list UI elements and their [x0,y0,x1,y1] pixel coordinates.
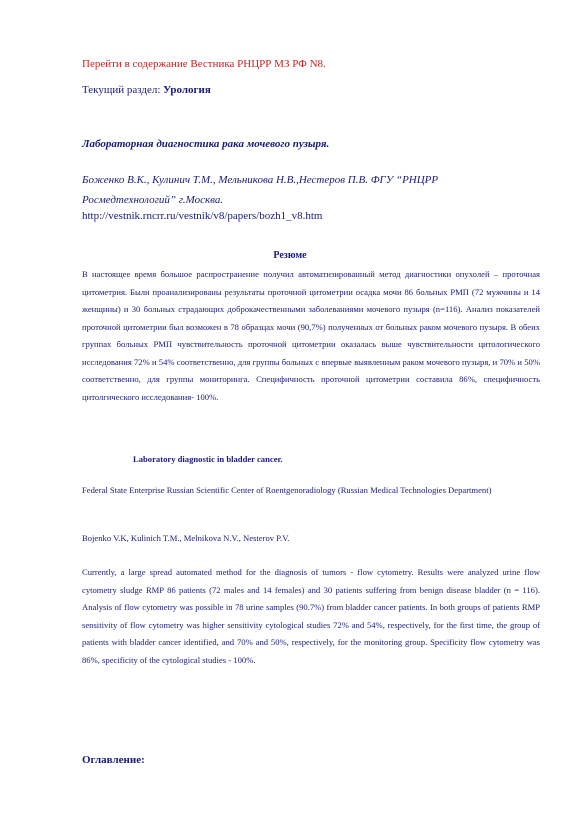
english-title: Laboratory diagnostic in bladder cancer. [133,454,283,464]
english-abstract: Currently, a large spread automated method for the diagnosis of tumors - flow cytometry. Results were analyzed urine flow cytometry sludge RMP 86 patients (72 males and 14 females) and 30 patients suffering from benign disease bladder (n = 116). Analysis of flow cytometry was possible in 78 urine samples (90.7%) from bladder cancer patients. In both groups of patients RMP sensitivity of flow cytometry was higher sensitivity cytological studies 72% and 54%, respectively, for the first time, the group of patients with bladder cancer identified, and 70% and 50%, respectively, for the monitoring group. Specificity flow cytometry was 86%, specificity of the cytological studies - 100%. [82,567,540,665]
article-url: http://vestnik.rncrr.ru/vestnik/v8/papers/bozh1_v8.htm [82,210,323,222]
resume-heading: Резюме [273,250,307,261]
current-section [82,84,211,96]
article-authors: Боженко В.К., Кулинич Т.М., Мельникова Н.В.,Нестеров П.В. ФГУ “РНЦРР Росмедтехнологий” г.Москва. [82,174,439,206]
english-authors: Bojenko V.K, Kulinich T.M., Melnikova N.V., Nesterov P.V. [82,533,290,543]
resume-text: В настоящее время большое распространение получил автоматизированный метод диагностики опухолей – проточная цитометрия. Были проанализированы результаты проточной цитометрии осадка мочи 86 больных РМП (72 мужчины и 14 женщины) и 30 больных страдающих доброкачественными заболеваниями мочевого пузыря (n=116). Анализ показателей проточной цитометрии был возможен в 78 образцах мочи (90,7%) полученных от больных раком мочевого пузыря. В обеих группах больных РМП чувствительность проточной цитометрии оказалась выше чувствительности цитологического исследования 72% и 54% соответственно, для группы больных с впервые выявленным раком мочевого пузыря, и 70% и 50% соответственно, для группы мониторинга. Специфичность проточной цитометрии составила 86%, специфичность цитолгического исследования- 100%. [82,269,540,402]
section-name: Урология [163,84,211,96]
section-prefix: Текущий раздел: [82,84,164,96]
english-organization: Federal State Enterprise Russian Scientific Center of Roentgenoradiology (Russian Medical Technologies Department) [82,485,492,495]
journal-contents-link[interactable]: Перейти в содержание Вестника РНЦРР МЗ РФ N8. [82,58,326,70]
article-title: Лабораторная диагностика рака мочевого пузыря. [82,138,330,150]
toc-heading: Оглавление: [82,754,145,766]
